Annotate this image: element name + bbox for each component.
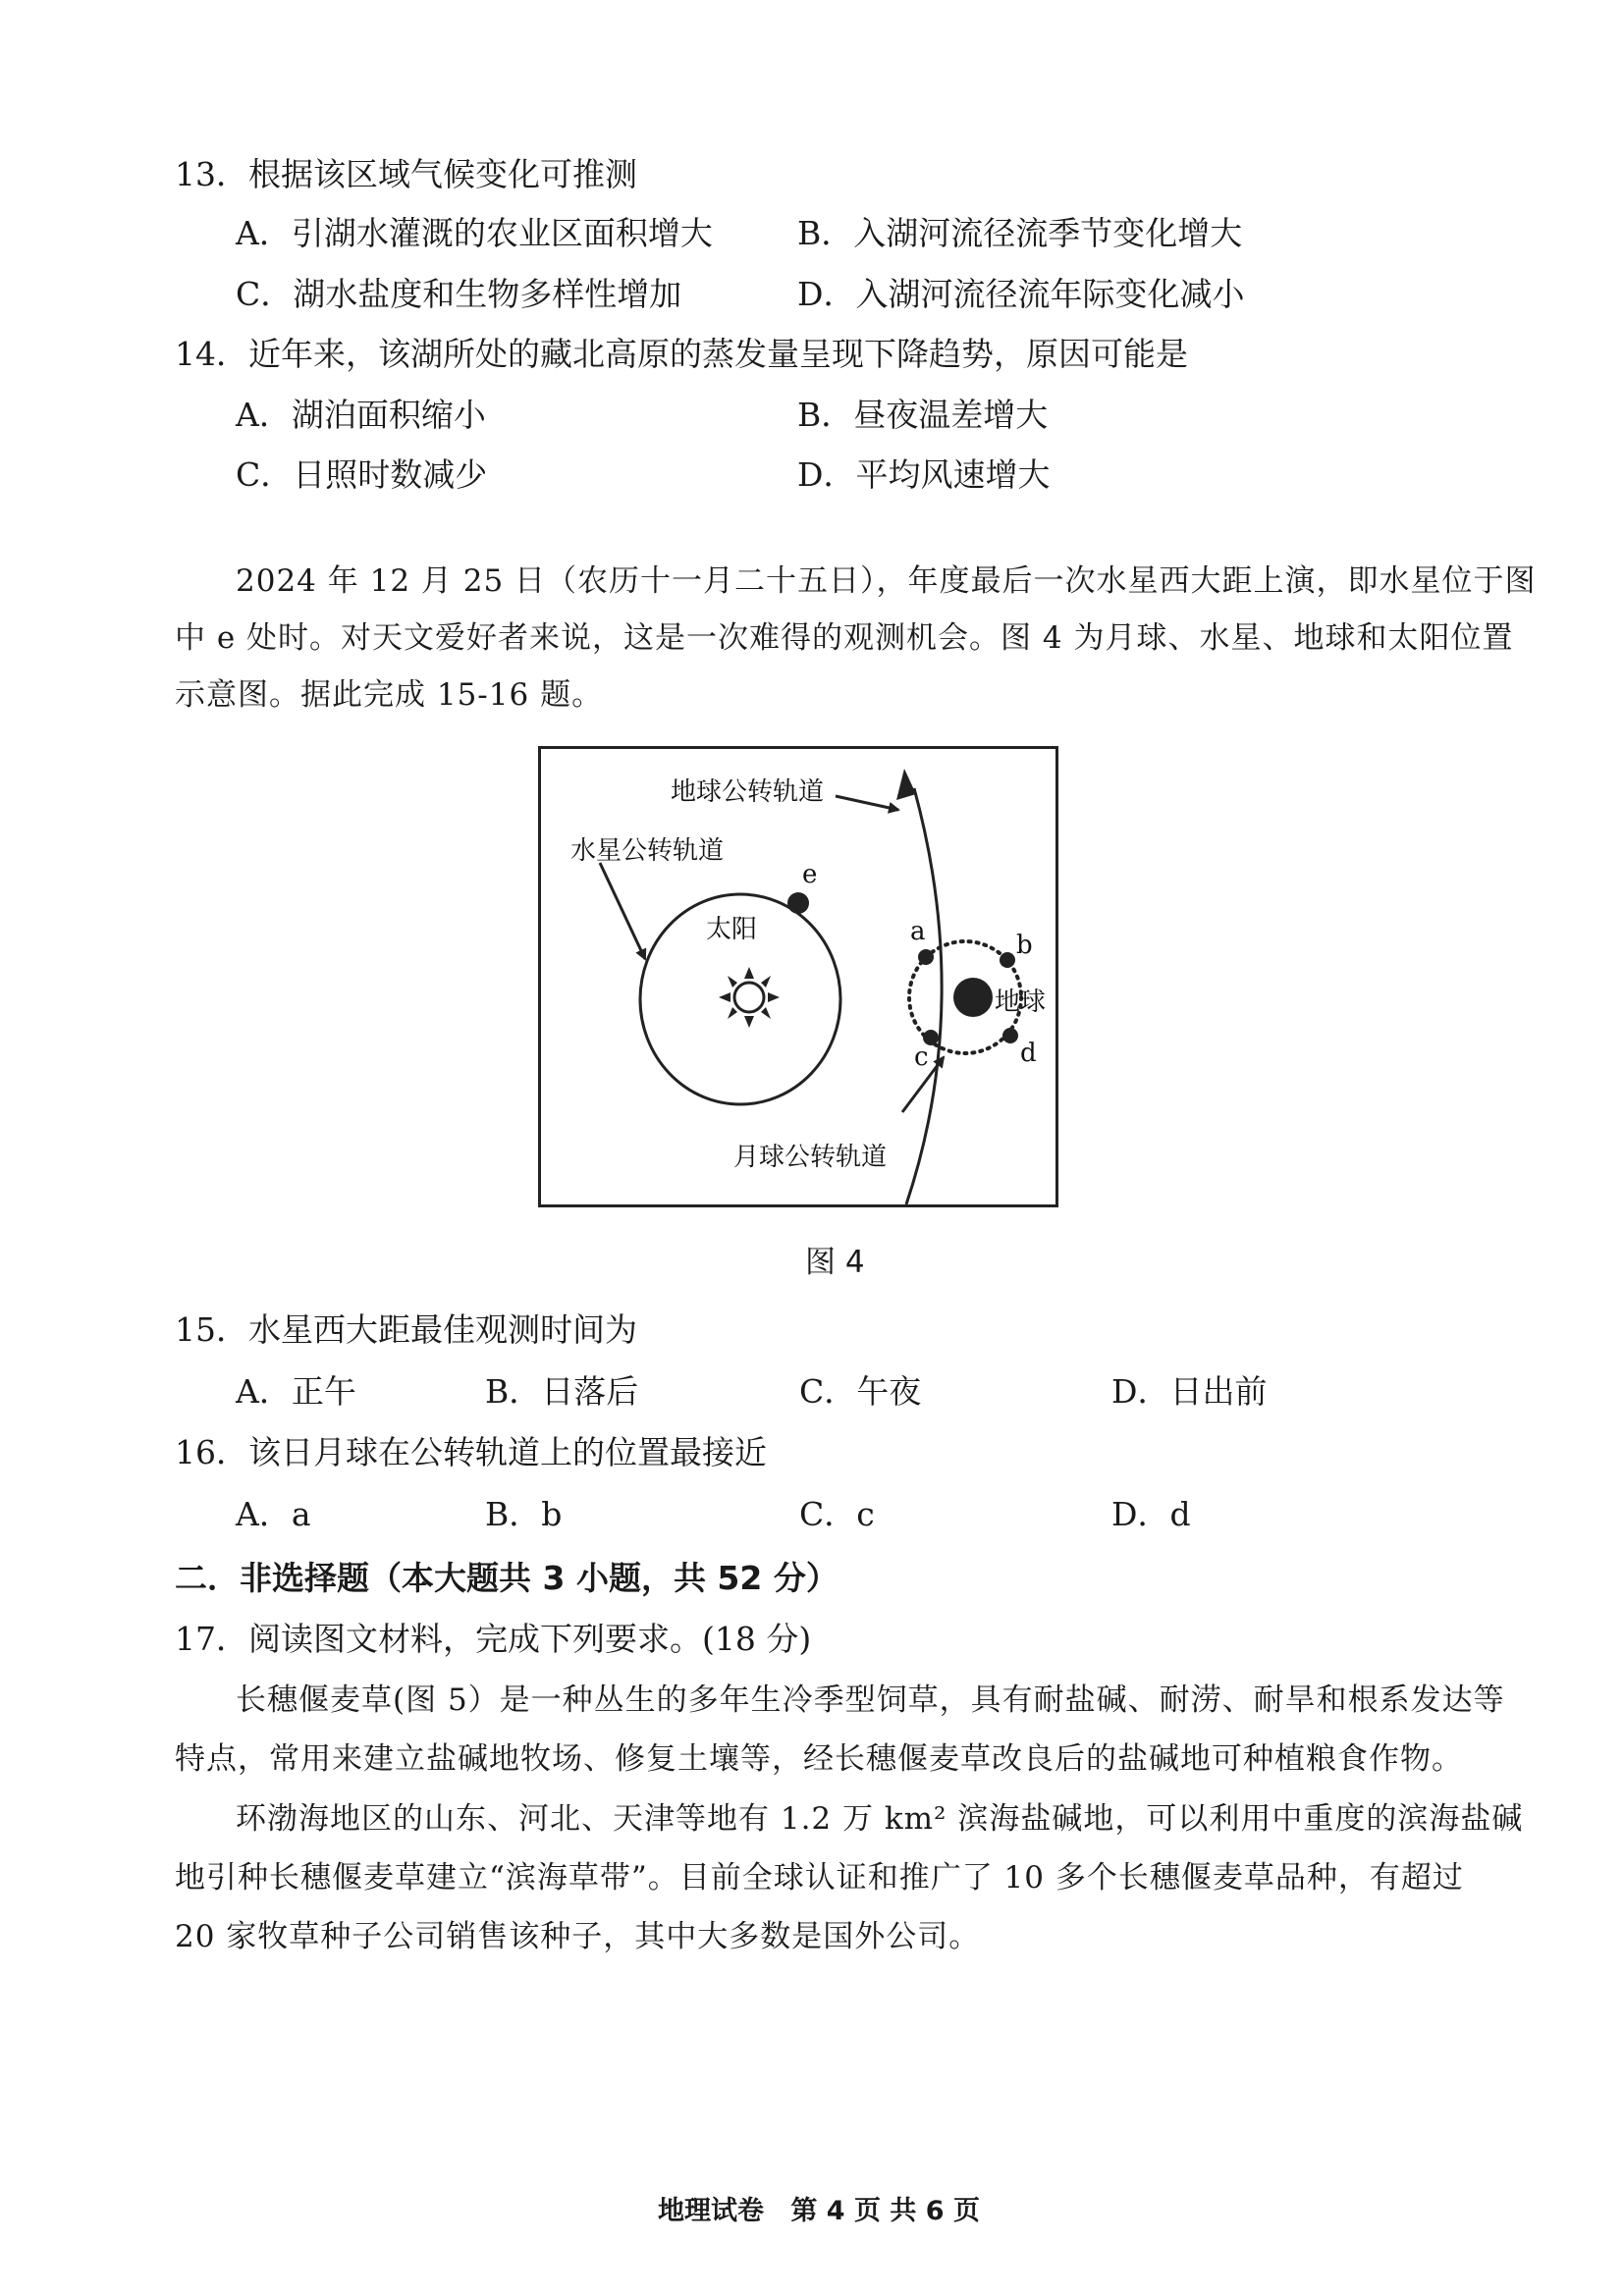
- q15-option-d: D．日出前: [1111, 1372, 1268, 1411]
- footer-page-number: 第 4 页 共 6 页: [790, 2196, 980, 2226]
- q17-p2-line1: 环渤海地区的山东、河北、天津等地有 1.2 万 km² 滨海盐碱地，可以利用中重度的滨海盐碱: [236, 1801, 1524, 1837]
- page-footer: [658, 2189, 998, 2227]
- q13-stem: 13．根据该区域气候变化可推测: [175, 155, 637, 193]
- moon-point-b: [1000, 952, 1015, 968]
- passage1-line3: 示意图。据此完成 15-16 题。: [175, 677, 604, 713]
- q16-option-a: A．a: [236, 1495, 311, 1533]
- q14-option-b: B．昼夜温差增大: [797, 396, 1049, 434]
- label-moon-orbit: 月球公转轨道: [733, 1143, 888, 1172]
- moon-point-a: [918, 949, 934, 965]
- label-point-a: a: [910, 917, 926, 946]
- label-mercury-orbit: 水星公转轨道: [570, 836, 725, 866]
- label-point-e: e: [802, 860, 818, 889]
- earth-orbit-pointer: [836, 796, 898, 810]
- q17-p1-line1: 长穗偃麦草(图 5）是一种丛生的多年生冷季型饲草，具有耐盐碱、耐涝、耐旱和根系发达等: [236, 1682, 1505, 1718]
- q15-stem: 15．水星西大距最佳观测时间为: [175, 1310, 637, 1349]
- mercury-point-e: [787, 892, 809, 914]
- q13-option-b: B．入湖河流径流季节变化增大: [797, 214, 1243, 252]
- label-point-c: c: [914, 1042, 929, 1072]
- label-point-d: d: [1020, 1039, 1037, 1068]
- q14-option-d: D．平均风速增大: [797, 455, 1051, 494]
- q15-option-b: B．日落后: [485, 1372, 639, 1411]
- q17-p2-line3: 20 家牧草种子公司销售该种子，其中大多数是国外公司。: [175, 1919, 981, 1954]
- label-earth-orbit: 地球公转轨道: [671, 777, 825, 807]
- q14-option-c: C．日照时数减少: [236, 455, 488, 494]
- orbit-diagram-svg: [541, 749, 1055, 1204]
- earth-circle: [953, 978, 993, 1017]
- q16-stem: 16．该日月球在公转轨道上的位置最接近: [175, 1433, 767, 1471]
- passage1-line1: 2024 年 12 月 25 日（农历十一月二十五日），年度最后一次水星西大距上演，即水星位于图: [236, 563, 1537, 599]
- section-2-heading: 二．非选择题（本大题共 3 小题，共 52 分）: [175, 1559, 839, 1597]
- q15-option-c: C．午夜: [799, 1372, 922, 1411]
- q17-stem: 17．阅读图文材料，完成下列要求。(18 分): [175, 1620, 812, 1658]
- q17-p2-line2: 地引种长穗偃麦草建立“滨海草带”。目前全球认证和推广了 10 多个长穗偃麦草品种，有超过: [175, 1860, 1464, 1896]
- q16-option-b: B．b: [485, 1495, 563, 1533]
- earth-orbit-line: [906, 788, 942, 1204]
- q13-option-c: C．湖水盐度和生物多样性增加: [236, 275, 682, 313]
- passage1-line2: 中 e 处时。对天文爱好者来说，这是一次难得的观测机会。图 4 为月球、水星、地球和太阳位置: [175, 620, 1514, 656]
- q14-stem: 14．近年来，该湖所处的藏北高原的蒸发量呈现下降趋势，原因可能是: [175, 335, 1188, 373]
- label-sun: 太阳: [706, 915, 758, 944]
- q15-option-a: A．正午: [236, 1372, 356, 1411]
- label-point-b: b: [1016, 931, 1033, 960]
- q16-option-c: C．c: [799, 1495, 875, 1533]
- label-earth: 地球: [995, 988, 1047, 1017]
- q14-option-a: A．湖泊面积缩小: [236, 396, 486, 434]
- figure-4-diagram: [538, 746, 1058, 1207]
- footer-subject: 地理试卷: [658, 2196, 764, 2226]
- moon-point-d: [1002, 1028, 1018, 1043]
- q16-option-d: D．d: [1111, 1495, 1191, 1533]
- earth-orbit-arrowhead: [896, 769, 916, 800]
- sun-icon: [719, 967, 780, 1028]
- figure-4-caption: 图 4: [805, 1245, 865, 1280]
- q13-option-a: A．引湖水灌溉的农业区面积增大: [236, 214, 713, 252]
- q13-option-d: D．入湖河流径流年际变化减小: [797, 275, 1245, 313]
- mercury-orbit-pointer: [600, 863, 645, 959]
- q17-p1-line2: 特点，常用来建立盐碱地牧场、修复土壤等，经长穗偃麦草改良后的盐碱地可种植粮食作物。: [175, 1741, 1463, 1777]
